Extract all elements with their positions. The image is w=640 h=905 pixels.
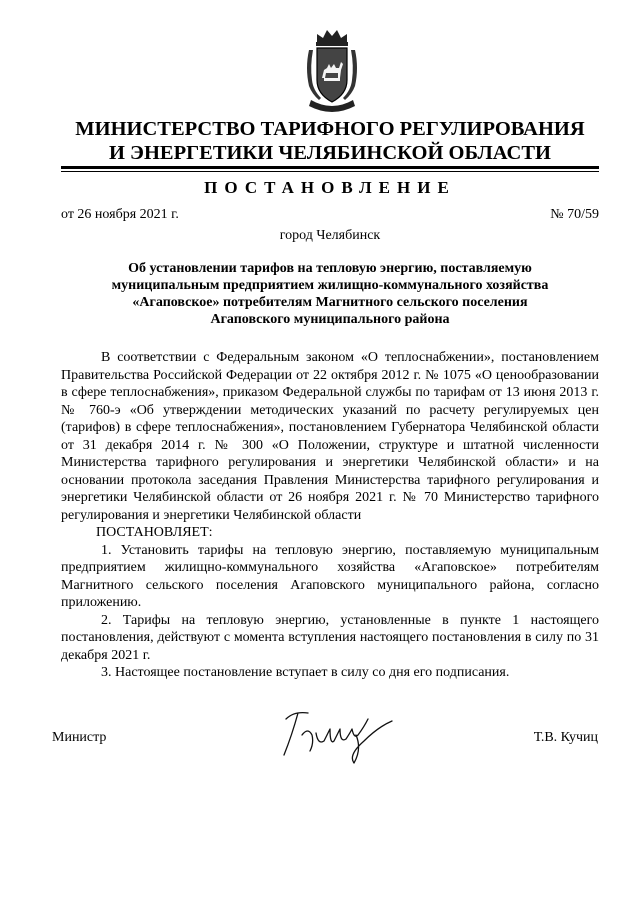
signatory-title: Министр (52, 730, 107, 745)
item-2-paragraph: 2. Тарифы на тепловую энергию, установленные в пункте 1 настоящего постановления, действуют с момента вступления настоящего постановления в силу по 31 декабря 2021 г. (61, 612, 599, 663)
item-3-paragraph: 3. Настоящее постановление вступает в силу со дня его подписания. (101, 665, 510, 680)
document-body (61, 349, 599, 682)
title-line3: «Агаповское» потребителям Магнитного сельского поселения (132, 295, 528, 310)
signatory-name: Т.В. Кучиц (533, 730, 598, 745)
preamble-paragraph: В соответствии с Федеральным законом «О теплоснабжении», постановлением Правительства Российской Федерации от 22 октября 2012 г. № 1075 «О ценообразовании в сфере теплоснабжения», приказом Федеральной службы по тарифам от 13 июня 2013 г. № 760-э «Об утверждении методических указаний по расчету регулируемых цен (тарифов) в сфере теплоснабжения», постановлением Губернатора Челябинской области от 31 декабря 2014 г. № 300 «О Положении, структуре и штатной численности Министерства тарифного регулирования и энергетики Челябинской области» и на основании протокола заседания Правления Министерства тарифного регулирования и энергетики Челябинской области от 26 ноября 2021 г. № 70 Министерство тарифного регулирования и энергетики Челябинской области (61, 350, 599, 523)
document-type: ПОСТАНОВЛЕНИЕ (204, 178, 456, 197)
document-city: город Челябинск (279, 228, 381, 243)
handwritten-signature (268, 705, 408, 765)
ministry-name-line2: И ЭНЕРГЕТИКИ ЧЕЛЯБИНСКОЙ ОБЛАСТИ (108, 142, 551, 164)
item-1-paragraph: 1. Установить тарифы на тепловую энергию, поставляемую муниципальным предприятием жилищно-коммунального хозяйства «Агаповское» потребителям Магнитного сельского поселения Агаповского муниципального района, согласно приложению. (61, 542, 599, 610)
title-line4: Агаповского муниципального района (210, 312, 450, 327)
coat-of-arms-icon (303, 28, 361, 112)
ministry-name (60, 117, 600, 165)
resolve-paragraph: ПОСТАНОВЛЯЕТ: (96, 525, 213, 540)
title-line2: муниципальным предприятием жилищно-коммунального хозяйства (111, 278, 549, 293)
header-divider (61, 166, 599, 169)
header-divider-thin (61, 171, 599, 172)
ministry-name-line1: МИНИСТЕРСТВО ТАРИФНОГО РЕГУЛИРОВАНИЯ (75, 118, 585, 140)
document-number: № 70/59 (550, 207, 599, 222)
title-line1: Об установлении тарифов на тепловую энергию, поставляемую (128, 261, 532, 276)
document-title (90, 260, 570, 328)
document-date: от 26 ноября 2021 г. (61, 207, 179, 222)
